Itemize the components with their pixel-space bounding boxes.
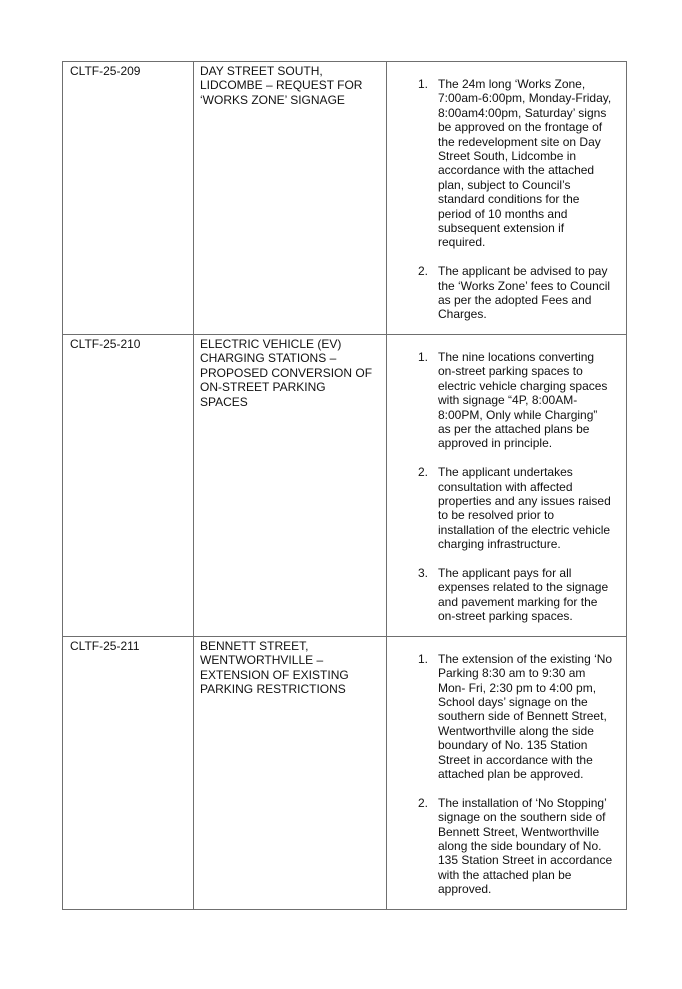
resolution-number: 1. xyxy=(418,651,429,666)
resolution-text-line: 8:00am4:00pm, Saturday’ signs xyxy=(438,105,607,120)
resolution-number-wrap xyxy=(387,796,438,897)
resolution-text-line: approved. xyxy=(438,882,492,897)
resolution-text-line: 8:00PM, Only while Charging” xyxy=(438,407,598,422)
resolution-text-line: attached plan be approved. xyxy=(438,766,584,781)
item-resolution xyxy=(387,335,627,637)
resolution-number: 2. xyxy=(418,264,429,279)
resolution-list xyxy=(387,350,618,624)
resolution-text-line: 7:00am-6:00pm, Monday-Friday, xyxy=(438,91,612,106)
item-resolution xyxy=(387,62,627,335)
resolution-text-line: consultation with affected xyxy=(438,479,573,494)
resolution-text xyxy=(438,264,618,322)
item-title-line: SPACES xyxy=(200,394,248,409)
table-row xyxy=(63,62,627,335)
resolution-text-line: as per the attached plans be xyxy=(438,422,590,437)
resolution-number-wrap xyxy=(387,350,438,451)
resolution-text-line: expenses related to the signage xyxy=(438,580,609,595)
resolution-number: 2. xyxy=(418,465,429,480)
item-title-line: CHARGING STATIONS – xyxy=(200,351,337,366)
item-title-line: BENNETT STREET, xyxy=(200,638,309,653)
resolution-text-line: installation of the electric vehicle xyxy=(438,522,611,537)
resolution-text-line: southern side of Bennett Street, xyxy=(438,709,607,724)
item-title-line: DAY STREET SOUTH, xyxy=(200,64,323,78)
item-reference: CLTF-25-211 xyxy=(63,636,194,909)
resolution-number: 1. xyxy=(418,77,429,91)
item-title xyxy=(194,62,387,335)
resolution-text-line: charging infrastructure. xyxy=(438,537,561,552)
resolution-text-line: as per the adopted Fees and xyxy=(438,293,592,308)
minutes-table-body xyxy=(63,62,627,910)
resolution-text-line: The applicant pays for all xyxy=(438,566,572,581)
resolution-text xyxy=(438,465,618,551)
resolution-text-line: subsequent extension if xyxy=(438,221,565,236)
resolution-item xyxy=(387,465,618,551)
resolution-text xyxy=(438,350,618,451)
resolution-item xyxy=(387,77,618,250)
resolution-number-wrap xyxy=(387,566,438,624)
resolution-text xyxy=(438,652,618,782)
resolution-number-wrap xyxy=(387,77,438,250)
resolution-text-line: approved in principle. xyxy=(438,436,553,451)
table-row xyxy=(63,335,627,637)
resolution-text-line: with the attached plan be xyxy=(438,867,572,882)
item-title-line: PARKING RESTRICTIONS xyxy=(200,681,346,696)
resolution-text-line: along the side boundary of No. xyxy=(438,838,602,853)
resolution-number-wrap xyxy=(387,264,438,322)
resolution-text-line: properties and any issues raised xyxy=(438,494,611,509)
resolution-text-line: and pavement marking for the xyxy=(438,594,598,609)
item-title-line: LIDCOMBE – REQUEST FOR xyxy=(200,78,363,93)
resolution-text-line: accordance with the attached xyxy=(438,163,595,178)
item-title-line: WENTWORTHVILLE – xyxy=(200,653,324,668)
resolution-text-line: to be resolved prior to xyxy=(438,508,555,523)
resolution-text-line: The extension of the existing ‘No xyxy=(438,651,613,666)
resolution-text-line: be approved on the frontage of xyxy=(438,120,603,135)
resolution-item xyxy=(387,350,618,451)
resolution-text-line: standard conditions for the xyxy=(438,192,580,207)
resolution-text-line: The applicant undertakes xyxy=(438,465,573,480)
resolution-text-line: on-street parking spaces. xyxy=(438,609,573,624)
resolution-text-line: Wentworthville along the side xyxy=(438,723,594,738)
resolution-text-line: The 24m long ‘Works Zone, xyxy=(438,77,586,91)
item-title-line: ON-STREET PARKING xyxy=(200,380,326,395)
item-resolution xyxy=(387,636,627,909)
resolution-text-line: Charges. xyxy=(438,307,487,322)
resolution-text-line: period of 10 months and xyxy=(438,206,568,221)
resolution-number-wrap xyxy=(387,652,438,782)
resolution-text-line: plan, subject to Council’s xyxy=(438,177,571,192)
resolution-text xyxy=(438,77,618,250)
resolution-text-line: boundary of No. 135 Station xyxy=(438,738,588,753)
resolution-text-line: 135 Station Street in accordance xyxy=(438,853,613,868)
item-title-line: ‘WORKS ZONE’ SIGNAGE xyxy=(200,92,345,107)
resolution-text-line: Street South, Lidcombe in xyxy=(438,149,577,164)
resolution-text xyxy=(438,796,618,897)
resolution-list xyxy=(387,652,618,897)
resolution-text-line: School days’ signage on the xyxy=(438,694,588,709)
resolution-text-line: The applicant be advised to pay xyxy=(438,264,608,279)
resolution-list xyxy=(387,77,618,322)
minutes-table xyxy=(62,61,627,910)
resolution-text-line: The nine locations converting xyxy=(438,350,595,364)
resolution-item xyxy=(387,264,618,322)
resolution-text xyxy=(438,566,618,624)
table-row xyxy=(63,636,627,909)
resolution-item xyxy=(387,796,618,897)
resolution-text-line: Parking 8:30 am to 9:30 am xyxy=(438,666,586,681)
resolution-text-line: Street in accordance with the xyxy=(438,752,593,767)
resolution-text-line: The installation of ‘No Stopping’ xyxy=(438,795,607,810)
resolution-text-line: signage on the southern side of xyxy=(438,810,606,825)
item-title xyxy=(194,636,387,909)
resolution-text-line: the redevelopment site on Day xyxy=(438,134,601,149)
resolution-number: 1. xyxy=(418,350,429,364)
item-reference: CLTF-25-209 xyxy=(63,62,194,335)
item-title-line: ELECTRIC VEHICLE (EV) xyxy=(200,337,342,351)
resolution-item xyxy=(387,652,618,782)
resolution-text-line: Bennett Street, Wentworthville xyxy=(438,824,600,839)
resolution-text-line: the ‘Works Zone’ fees to Council xyxy=(438,278,611,293)
resolution-text-line: electric vehicle charging spaces xyxy=(438,378,608,393)
resolution-number: 3. xyxy=(418,566,429,581)
resolution-text-line: Mon- Fri, 2:30 pm to 4:00 pm, xyxy=(438,680,597,695)
item-title-line: EXTENSION OF EXISTING xyxy=(200,667,349,682)
resolution-number: 2. xyxy=(418,795,429,810)
resolution-item xyxy=(387,566,618,624)
item-title xyxy=(194,335,387,637)
resolution-text-line: required. xyxy=(438,235,486,250)
item-title-line: PROPOSED CONVERSION OF xyxy=(200,365,373,380)
resolution-number-wrap xyxy=(387,465,438,551)
item-reference: CLTF-25-210 xyxy=(63,335,194,637)
resolution-text-line: with signage “4P, 8:00AM- xyxy=(438,393,578,408)
resolution-text-line: on-street parking spaces to xyxy=(438,364,583,379)
